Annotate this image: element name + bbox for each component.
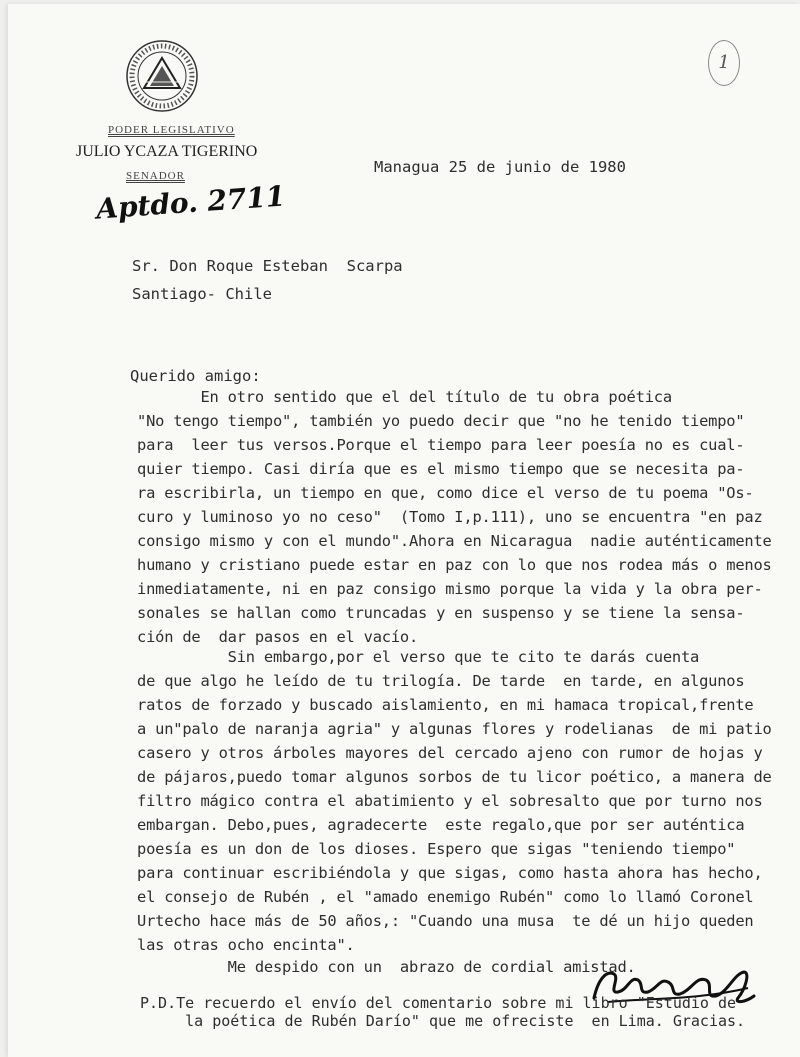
date-line: Managua 25 de junio de 1980 — [374, 158, 626, 176]
body-line: filtro mágico contra el abatimiento y el sobresalto que por turno nos — [137, 792, 763, 810]
handwritten-apartado: Aptdo. 2711 — [95, 179, 287, 226]
body-line: las otras ocho encinta". — [137, 936, 355, 954]
body-line: para continuar escribiéndola y que sigas, como hasta ahora has hecho, — [137, 864, 763, 882]
body-line: inmediatamente, ni en paz consigo mismo porque la vida y la obra per- — [137, 580, 763, 598]
closing-line: Me despido con un abrazo de cordial amistad. — [137, 958, 636, 976]
body-line: quier tiempo. Casi diría que es el mismo tiempo que se necesita pa- — [137, 460, 745, 478]
recipient-city: Santiago- Chile — [132, 285, 272, 303]
body-line: embargan. Debo,pues, agradecerte este regalo,que por ser auténtica — [137, 816, 745, 834]
sender-role: SENADOR — [126, 170, 185, 182]
body-line: sonales se hallan como truncadas y en suspenso y se tiene la sensa- — [137, 604, 745, 622]
body-line: Urtecho hace más de 50 años,: "Cuando una musa te dé un hijo queden — [137, 912, 754, 930]
body-line: poesía es un don de los dioses. Espero que sigas "teniendo tiempo" — [137, 840, 736, 858]
postscript-line-1: P.D.Te recuerdo el envío del comentario sobre mi libro "Estudio de — [140, 994, 737, 1012]
body-line: En otro sentido que el del título de tu obra poética — [137, 388, 672, 406]
body-line: curo y luminoso yo no ceso" (Tomo I,p.111), uno se encuentra "en paz — [137, 508, 763, 526]
body-line: de pájaros,puedo tomar algunos sorbos de tu licor poético, a manera de — [137, 768, 772, 786]
sender-name: JULIO YCAZA TIGERINO — [76, 143, 258, 160]
salutation: Querido amigo: — [130, 367, 261, 385]
body-line: "No tengo tiempo", también yo puedo decir que "no he tenido tiempo" — [137, 412, 745, 430]
body-line: casero y otros árboles mayores del cercado ajeno con rumor de hojas y — [137, 744, 763, 762]
body-line: ratos de forzado y buscado aislamiento, en mi hamaca tropical,frente — [137, 696, 754, 714]
body-line: a un"palo de naranja agria" y algunas flores y rodelianas de mi patio — [137, 720, 772, 738]
page-number-mark: 1 — [708, 40, 740, 86]
institution-label: PODER LEGISLATIVO — [108, 124, 235, 136]
body-line: el consejo de Rubén , el "amado enemigo Rubén" como lo llamó Coronel — [137, 888, 754, 906]
body-line: Sin embargo,por el verso que te cito te darás cuenta — [137, 648, 700, 666]
body-line: para leer tus versos.Porque el tiempo para leer poesía no es cual- — [137, 436, 745, 454]
body-line: consigo mismo y con el mundo".Ahora en Nicaragua nadie auténticamente — [137, 532, 772, 550]
recipient-name: Sr. Don Roque Esteban Scarpa — [132, 257, 403, 275]
national-seal-icon — [124, 38, 200, 114]
body-line: ra escribirla, un tiempo en que, como dice el verso de tu poema "Os- — [137, 484, 754, 502]
body-line: de que algo he leído de tu trilogía. De tarde en tarde, en algunos — [137, 672, 745, 690]
body-line: humano y cristiano puede estar en paz con lo que nos rodea más o menos — [137, 556, 772, 574]
body-line: ción de dar pasos en el vacío. — [137, 628, 419, 646]
postscript-line-2: la poética de Rubén Darío" que me ofreciste en Lima. Gracias. — [140, 1012, 746, 1030]
